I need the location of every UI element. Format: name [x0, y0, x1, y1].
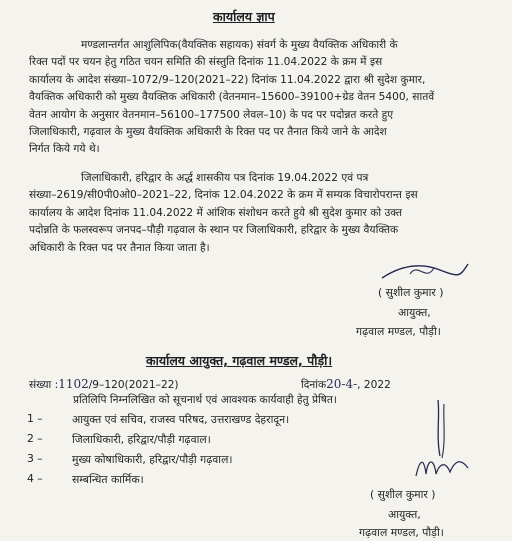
memo-paragraph-2 [29, 170, 499, 257]
para1-line: जिलाधिकारी, गढ़वाल के मुख्य वैयक्तिक अधिकारी के रिक्त पद पर तैनात किये जाने के आदेश [29, 126, 387, 139]
recipient-text: आयुक्त एवं सचिव, राजस्व परिषद, उत्तराखण्ड देहरादून। [72, 413, 290, 426]
letter-date-year: , 2022 [357, 379, 391, 391]
copy-to-intro: प्रतिलिपि निम्नलिखित को सूचनार्थ एवं आवश्यक कार्यवाही हेतु प्रेषित। [73, 394, 337, 406]
letter-number-handwritten: 1102 [58, 377, 89, 391]
recipient-text: सम्बन्धित कार्मिक। [72, 473, 144, 486]
para1-line: कार्यालय के आदेश संख्या–1072/9–120(2021–22) दिनांक 11.04.2022 द्वारा श्री सुदेश कुमार, [29, 73, 426, 86]
letter-date-handwritten: 20-4- [326, 377, 358, 391]
signature-scribble-2 [410, 396, 490, 486]
recipient-text: जिलाधिकारी, हरिद्वार/पौड़ी गढ़वाल। [72, 433, 211, 446]
letter-number-label: संख्या : [29, 379, 59, 391]
para1-line: मण्डलान्तर्गत आशुलिपिक(वैयक्तिक सहायक) संवर्ग के मुख्य वैयक्तिक अधिकारी के [81, 39, 398, 51]
signatory-name-2: ( सुशील कुमार ) [370, 488, 436, 501]
signatory-office-2: गढ़वाल मण्डल, पौड़ी। [359, 526, 444, 539]
para2-line: संख्या–2619/सी0पी0ओ0–2021–22, दिनांक 12.04.2022 के क्रम में सम्यक विचारोपरान्त इस [29, 189, 418, 202]
recipient-number: 4 – [27, 472, 43, 485]
memo-title: कार्यालय ज्ञाप [213, 9, 275, 24]
signatory-designation-2: आयुक्त, [388, 508, 421, 521]
memo-paragraph-1 [29, 37, 499, 159]
signatory-designation-1: आयुक्त, [398, 306, 431, 319]
para2-line: कार्यालय के आदेश दिनांक 11.04.2022 में आंशिक संशोधन करते हुये श्री सुदेश कुमार को उक्त [29, 206, 403, 219]
signatory-office-1: गढ़वाल मण्डल, पौड़ी। [356, 325, 441, 338]
letter-date [301, 378, 391, 392]
recipient-number: 2 – [27, 432, 43, 445]
para1-line: वैयक्तिक अधिकारी को मुख्य वैयक्तिक अधिकारी (वेतनमान–15600–39100+ग्रेड वेतन 5400, सातवें [29, 91, 435, 104]
endorsement-title: कार्यालय आयुक्त, गढ़वाल मण्डल, पौड़ी। [146, 353, 333, 368]
signatory-name-1: ( सुशील कुमार ) [378, 286, 444, 299]
para1-line: वेतन आयोग के अनुसार वेतनमान–56100–177500 लेवल–10) के पद पर पदोन्नत करते हुए [29, 108, 394, 121]
signature-scribble-1 [380, 256, 470, 284]
letter-number [29, 378, 179, 392]
letter-date-label: दिनांक [301, 379, 327, 391]
letter-number-suffix: /9–120(2021–22) [88, 379, 179, 391]
para1-line: रिक्त पदों पर चयन हेतु गठित चयन समिति की संस्तुति दिनांक 11.04.2022 के क्रम में इस [29, 56, 383, 69]
recipient-number: 3 – [27, 452, 43, 465]
para2-line: अधिकारी के रिक्त पद पर तैनात किया जाता है। [29, 241, 210, 254]
recipient-number: 1 – [27, 412, 43, 425]
recipient-text: मुख्य कोषाधिकारी, हरिद्वार/पौड़ी गढ़वाल। [72, 453, 233, 466]
para2-line: पदोन्नति के फलस्वरूप जनपद–पौड़ी गढ़वाल के स्थान पर जिलाधिकारी, हरिद्वार के मुख्य वैयक्तिक [29, 224, 399, 237]
para2-line: जिलाधिकारी, हरिद्वार के अर्द्ध शासकीय पत्र दिनांक 19.04.2022 एवं पत्र [81, 172, 369, 184]
para1-line: निर्गत किये गये थे। [29, 143, 100, 156]
